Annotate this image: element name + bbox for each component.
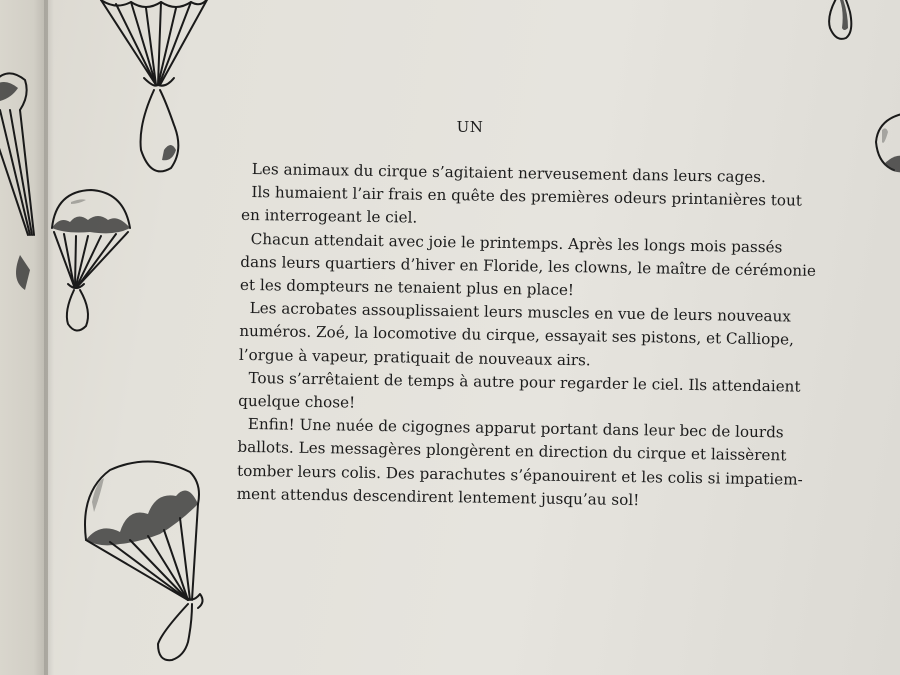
text-line: Tous s’arrêtaient de temps à autre pour regarder le ciel. Ils attendaient	[248, 368, 801, 396]
text-line: quelque chose!	[238, 391, 356, 412]
parachute-mid-icon	[46, 186, 136, 336]
text-line: et les dompteurs ne tenaient plus en place!	[239, 275, 575, 300]
text-line: Ils humaient l’air frais en quête des premières odeurs printanières tout	[251, 183, 803, 210]
parachute-bottom-icon	[80, 452, 220, 667]
text-line: Les animaux du cirque s’agitaient nerveusement dans leurs cages.	[251, 159, 767, 187]
parachute-top-right-icon	[822, 0, 862, 47]
chapter-title: UN	[456, 118, 484, 136]
text-line: en interrogeant le ciel.	[240, 206, 418, 228]
facing-page	[0, 0, 48, 675]
paragraph	[238, 297, 795, 375]
text-line: Chacun attendait avec joie le printemps. Après les longs mois passés	[250, 229, 783, 256]
parachute-top-icon	[96, 0, 216, 185]
text-line: Les acrobates assouplissaient leurs muscles en vue de leurs nouveaux	[249, 299, 792, 326]
text-line: numéros. Zoé, la locomotive du cirque, essayait ses pistons, et Calliope,	[239, 322, 795, 349]
paragraph	[239, 228, 817, 306]
text-line: Enfin! Une nuée de cigognes apparut portant dans leur bec de lourds	[247, 415, 784, 442]
chapter-body	[236, 158, 817, 514]
text-line: ment attendus descendirent lentement jusqu’au sol!	[236, 484, 640, 509]
text-line: ballots. Les messagères plongèrent en direction du cirque et laissèrent	[237, 438, 787, 465]
paragraph	[238, 367, 801, 422]
text-line: l’orgue à vapeur, pratiquait de nouveaux airs.	[238, 345, 591, 369]
book-gutter	[44, 0, 54, 675]
paragraph	[240, 181, 803, 236]
paragraph	[236, 413, 803, 514]
text-line: tomber leurs colis. Des parachutes s’épanouirent et les colis si impatiem-	[236, 461, 803, 489]
parachute-left-page-icon	[0, 40, 50, 290]
text-line: dans leurs quartiers d’hiver en Floride, les clowns, le maître de cérémonie	[240, 252, 817, 280]
parachute-right-edge-icon	[874, 112, 900, 177]
